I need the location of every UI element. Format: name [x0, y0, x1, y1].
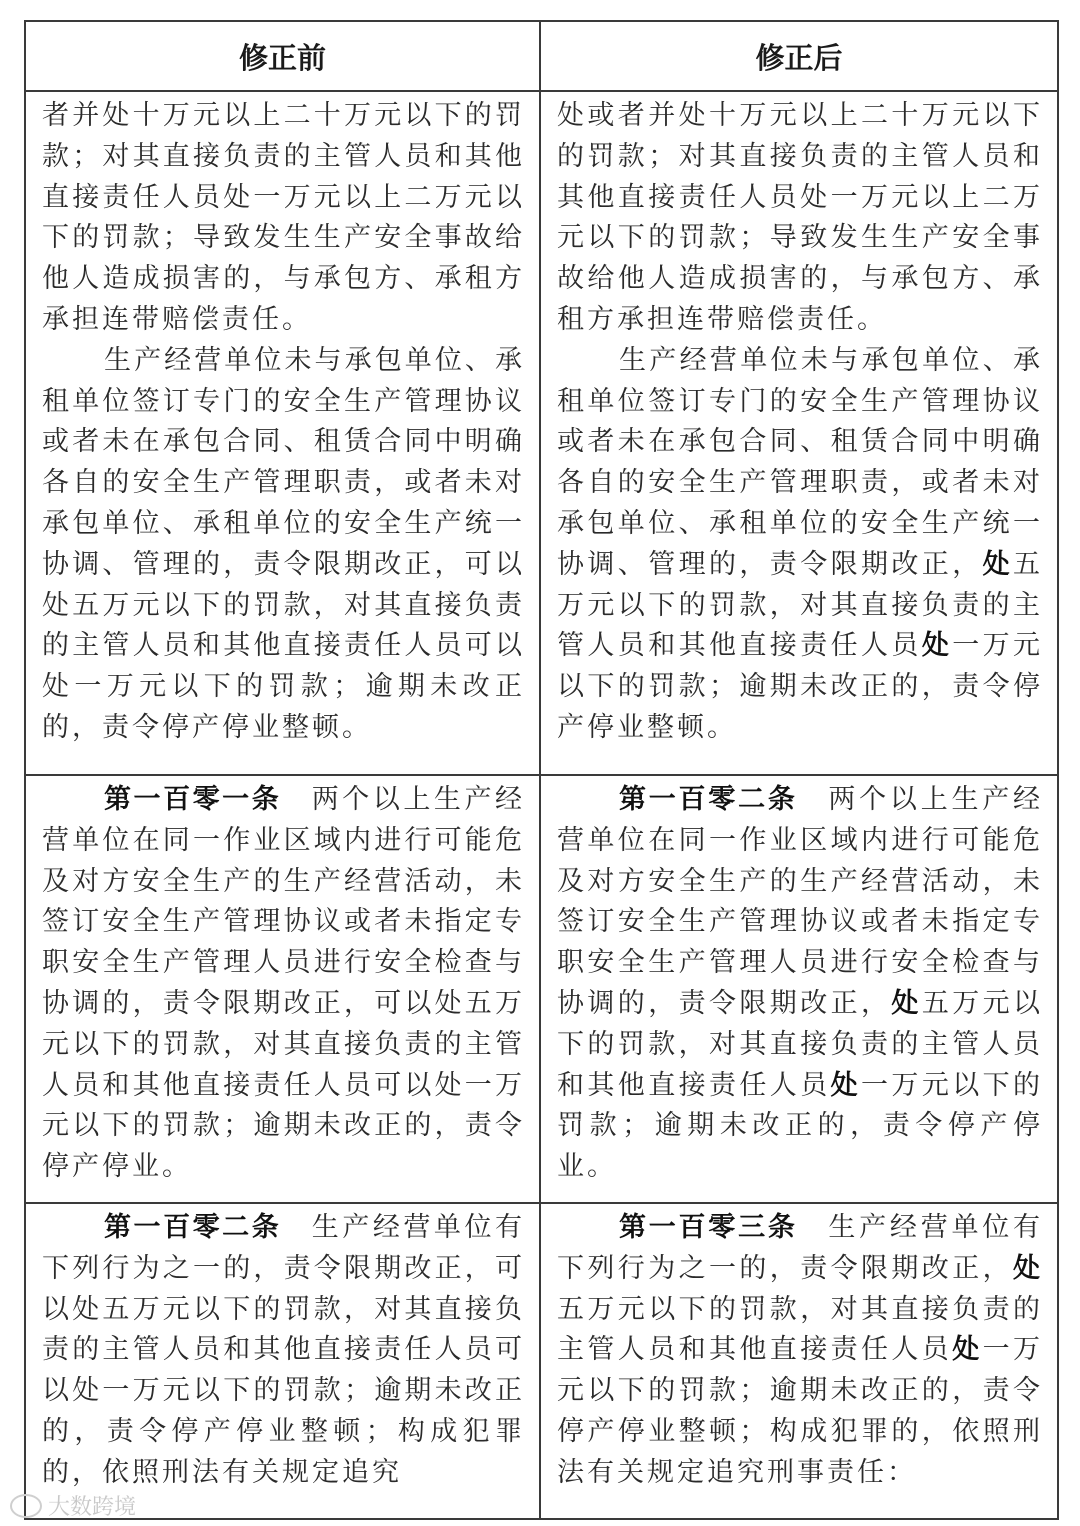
text-segment: 一万元以下的罚款；逾期未改正的，责令停产停业整顿。 — [557, 630, 1044, 743]
cell-after — [540, 775, 1058, 1203]
cell-after — [540, 91, 1058, 775]
header-before: 修正前 — [25, 21, 540, 91]
paragraph — [42, 1208, 525, 1494]
comparison-table — [24, 20, 1059, 1520]
text-segment: 一万元以下的罚款；逾期未改正的，责令停产停业。 — [557, 1069, 1044, 1183]
table-row — [25, 91, 1058, 775]
text-segment: 两个以上生产经营单位在同一作业区域内进行可能危及对方安全生产的生产经营活动，未签订安全生产管理协议或者未指定专职安全生产管理人员进行安全检查与协调的，责令限期改正，可以处五万元以下的罚款，对其直接负责的主管人员和其他直接责任人员可以处一万元以下的罚款；逾期未改正的，责令停产停业。 — [42, 784, 526, 1183]
paragraph — [557, 341, 1043, 749]
text-segment: 生产经营单位有下列行为之一的，责令限期改正， — [557, 1212, 1044, 1284]
table-row — [25, 1203, 1058, 1519]
watermark — [10, 1490, 136, 1521]
paragraph: 者并处十万元以上二十万元以下的罚款；对其直接负责的主管人员和其他直接责任人员处一万元以上二万元以下的罚款；导致发生生产安全事故给他人造成损害的，与承包方、承租方承担连带赔偿责任。 — [42, 100, 525, 335]
text-segment: 一万元以下的罚款；逾期未改正的，责令停产停业整顿；构成犯罪的，依照刑法有关规定追究刑事责任： — [557, 1334, 1044, 1488]
cell-before — [25, 775, 540, 1203]
header-after: 修正后 — [540, 21, 1058, 91]
paragraph — [557, 1208, 1043, 1494]
text-segment: 生产经营单位有下列行为之一的，责令限期改正，可以处五万元以下的罚款，对其直接负责的主管人员和其他直接责任人员可以处一万元以下的罚款；逾期未改正的，责令停产停业整顿；构成犯罪的，依照刑法有关规定追究 — [42, 1212, 526, 1488]
amended-word: 处 — [830, 1069, 862, 1101]
text-segment: 五万元以下的罚款，对其直接负责的主管人员和其他直接责任人员 — [557, 1293, 1043, 1366]
cell-before — [25, 1203, 540, 1519]
paragraph — [42, 780, 525, 1188]
paragraph — [557, 780, 1043, 1188]
cell-after — [540, 1203, 1058, 1519]
watermark-logo-icon — [10, 1494, 42, 1518]
article-number: 第一百零一条 — [104, 784, 282, 815]
amended-word: 处 — [1013, 1252, 1043, 1284]
article-number: 第一百零三条 — [619, 1212, 798, 1243]
amended-word: 处 — [982, 548, 1014, 580]
text-segment: 五万元以下的罚款，对其直接负责的主管人员和其他直接责任人员 — [557, 548, 1044, 662]
text-segment: 生产经营单位未与承包单位、承租单位签订专门的安全生产管理协议或者未在承包合同、租赁合同中明确各自的安全生产管理职责，或者未对承包单位、承租单位的安全生产统一协调、管理的，责令限期改正， — [557, 344, 1043, 580]
amended-word: 处 — [891, 987, 922, 1019]
cell-before — [25, 91, 540, 775]
table-header-row — [25, 21, 1058, 91]
text-segment: 两个以上生产经营单位在同一作业区域内进行可能危及对方安全生产的生产经营活动，未签订安全生产管理协议或者未指定专职安全生产管理人员进行安全检查与协调的，责令限期改正， — [557, 784, 1044, 1019]
table-row — [25, 775, 1058, 1203]
text-segment: 五万元以下的罚款，对其直接负责的主管人员和其他直接责任人员 — [557, 987, 1044, 1101]
watermark-text: 大数跨境 — [48, 1495, 137, 1520]
amended-word: 处 — [921, 630, 953, 662]
amended-word: 处 — [952, 1334, 983, 1366]
article-number: 第一百零二条 — [619, 784, 798, 815]
paragraph: 处或者并处十万元以上二十万元以下的罚款；对其直接负责的主管人员和其他直接责任人员处一万元以上二万元以下的罚款；导致发生生产安全事故给他人造成损害的，与承包方、承租方承担连带赔偿责任。 — [557, 100, 1043, 335]
paragraph: 生产经营单位未与承包单位、承租单位签订专门的安全生产管理协议或者未在承包合同、租赁合同中明确各自的安全生产管理职责，或者未对承包单位、承租单位的安全生产统一协调、管理的，责令限期改正，可以处五万元以下的罚款，对其直接负责的主管人员和其他直接责任人员可以处一万元以下的罚款；逾期未改正的，责令停产停业整顿。 — [42, 344, 525, 743]
article-number: 第一百零二条 — [104, 1212, 282, 1243]
